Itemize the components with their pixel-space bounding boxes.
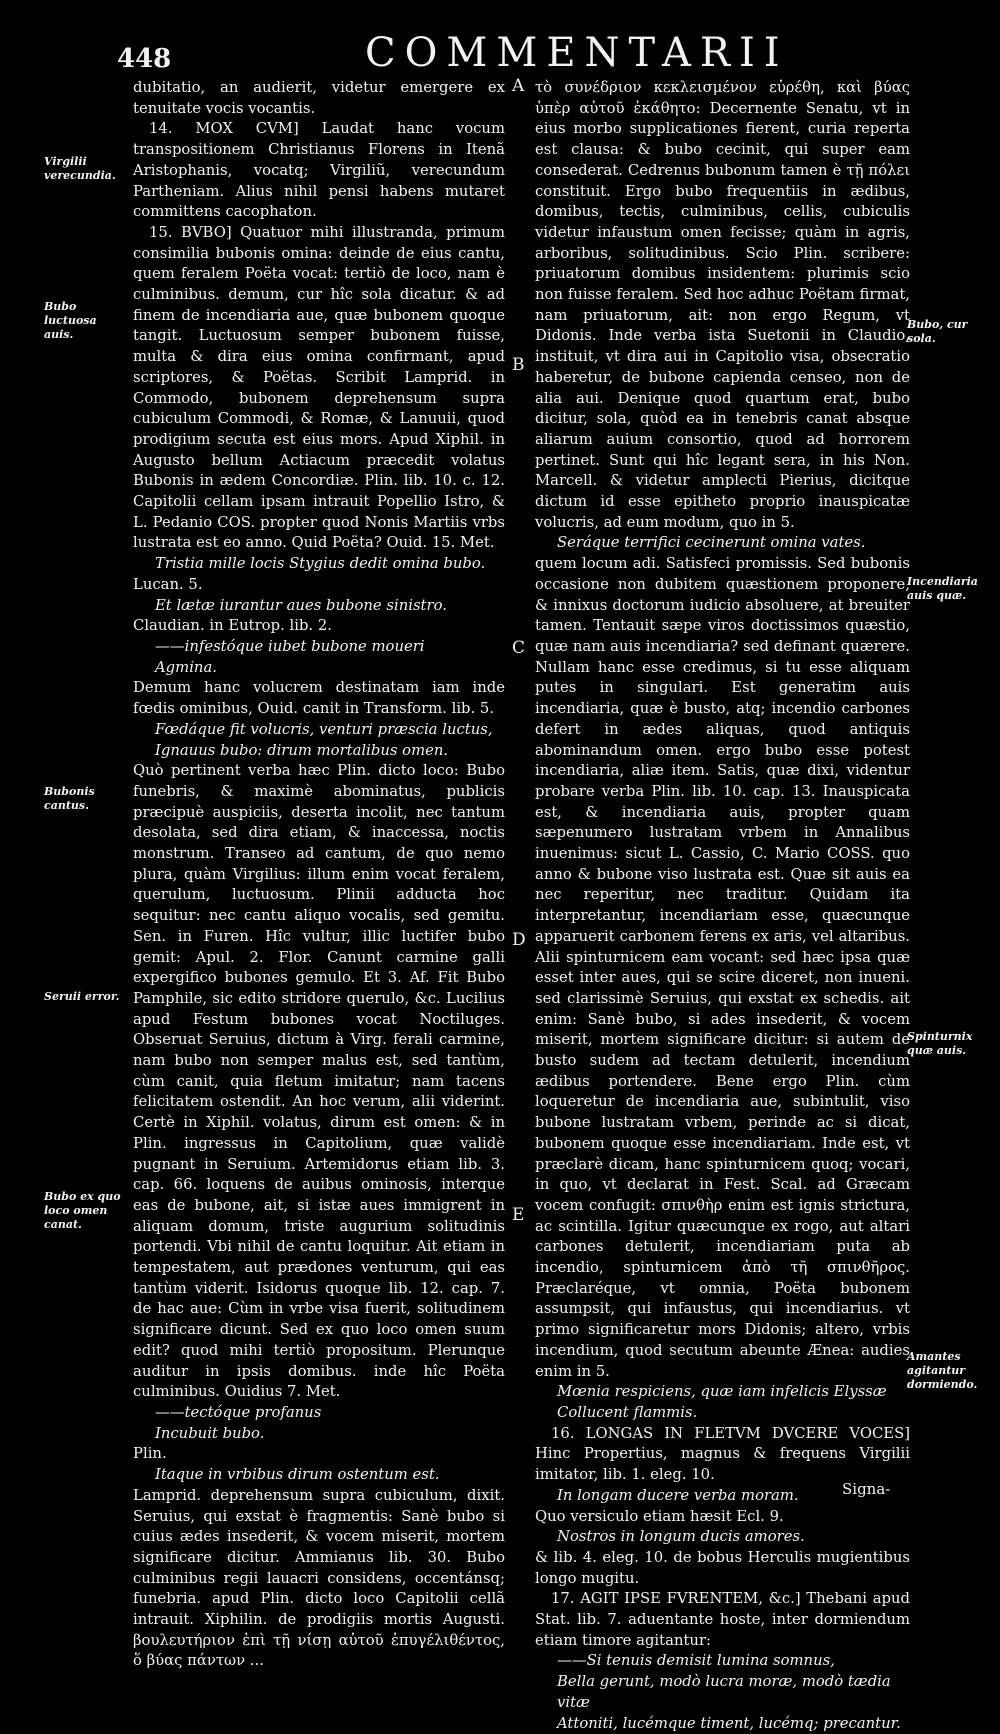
margin-note: Bubo ex quo loco omen canat. bbox=[44, 1190, 121, 1231]
paragraph: 17. AGIT IPSE FVRENTEM, &c.] Thebani apud Stat. lib. 7. aduentante hoste, inter dormiendum etiam timore agitantur: bbox=[535, 1590, 910, 1649]
margin-note: Incendiaria auis quæ. bbox=[907, 575, 978, 602]
verse-line: Collucent flammis. bbox=[557, 1404, 698, 1421]
margin-note: Amantes agitantur dormiendo. bbox=[907, 1350, 978, 1391]
paragraph: 15. BVBO] Quatuor mihi illustranda, primum consimilia bubonis omina: deinde de eius cantu, quem feralem Poëta vocat: tertiò de loco, nam è culminibus. demum, cur hîc sola dicatur. & ad finem de incendiaria aue, quæ bubonem quoque tangit. Luctuosum semper bubonem fuisse, multa & dira eius omina confirmant, apud scriptores, & Poëtas. Scribit Lamprid. in Commodo, bubonem deprehensum supra cubiculum Commodi, & Romæ, & Lanuuii, quod prodigium secuta est eius mors. Apud Xiphil. in Augusto bellum Actiacum præcedit volatus Bubonis in ædem Concordiæ. Plin. lib. 10. c. 12. Capitolii cellam ipsam intrauit Popellio Istro, & L. Pedanio COS. propter quod Nonis Martiis vrbs lustrata est eo anno. Quid Poëta? Ouid. 15. Met. bbox=[133, 223, 505, 552]
paragraph: 16. LONGAS IN FLETVM DVCERE VOCES] Hinc Propertius, magnus & frequens Virgilii imitator, lib. 1. eleg. 10. bbox=[535, 1424, 910, 1484]
verse-line: Tristia mille locis Stygius dedit omina bubo. bbox=[155, 555, 486, 573]
paragraph: τὸ συνέδριον κεκλεισμένον εὑρέθη, καὶ βύας ὑπὲρ αὐτοῦ ἐκάθητο: Decernente Senatu, vt in eius morbo supplicationes fierent, curia reperta est clausa: & bubo cecinit, qui super eam consederat. Cedrenus bubonum tamen è τῇ πόλει constituit. Ergo bubo frequentiis in ædibus, domibus, tectis, culminibus, cellis, cubiculis videtur infaustum omen fecisse; quàm in agris, arboribus, solitudinibus. Scio Plin. scribere: priuatorum domibus insidentem: plurimis scio non fuisse feralem. Sed hoc adhuc Poëtam firmat, nam priuatorum, ait: non ergo Regum, vt Didonis. Inde verba ista Suetonii in Claudio, instituit, vt dira aui in Capitolio visa, obsecratio haberetur, de bubone capienda censeo, non de alia aui. Denique quod quartum erat, bubo dicitur, sola, quòd ea in tenebris canat absque aliarum auium consortio, quod ad horrorem pertinet. Sunt qui hîc legant sera, in his Non. Marcell. & videtur amplecti Pierius, dicitque dictum id esse epitheto proprio inauspicatæ volucris, ad eum modum, quo in 5. bbox=[535, 79, 910, 531]
margin-note: Virgilii verecundia. bbox=[44, 155, 116, 182]
verse-line: Itaque in vrbibus dirum ostentum est. bbox=[155, 1466, 440, 1484]
paragraph: Lamprid. deprehensum supra cubiculum, dixit. Seruius, qui exstat è fragmentis: Sanè bubo si cuius ædes insederit, & vocem miserit, mortem significare dicitur. Ammianus lib. 30. Bubo culminibus regii lauacri considens, occentánsq; funebria. apud Plin. dicto loco Capitolii cellã intrauit. Xiphilin. de prodigiis mortis Augusti. βουλευτήριον ἐπὶ τῇ νίσῃ αὐτοῦ ἐπυγέλιθέντος, ὅ βύας πάντων ... bbox=[133, 1486, 505, 1670]
section-letter: B bbox=[512, 355, 525, 375]
margin-note: Bubo, cur sola. bbox=[907, 318, 968, 345]
catchword: Signa- bbox=[842, 1480, 891, 1498]
paragraph: dubitatio, an audierit, videtur emergere ex tenuitate vocis vocantis. bbox=[133, 79, 505, 117]
section-letter: C bbox=[512, 638, 526, 658]
verse-line: Bella gerunt, modò lucra moræ, modò tædia vitæ bbox=[557, 1673, 891, 1711]
paragraph: & lib. 4. eleg. 10. de bobus Herculis mugientibus longo mugitu. bbox=[535, 1548, 910, 1587]
paragraph: Quo versiculo etiam hæsit Ecl. 9. bbox=[535, 1507, 784, 1525]
verse-line: Attoniti, lucémque timent, lucémq; precantur. bbox=[557, 1714, 901, 1732]
paragraph: Demum hanc volucrem destinatam iam inde fœdis ominibus, Ouid. canit in Transform. lib. 5. bbox=[133, 679, 505, 718]
page-number: 448 bbox=[117, 44, 172, 74]
verse-line: Agmina. bbox=[155, 658, 217, 676]
running-title: COMMENTARII bbox=[365, 30, 789, 76]
left-column bbox=[133, 78, 505, 1672]
paragraph: 14. MOX CVM] Laudat hanc vocum transpositionem Christianus Florens in Itenã Aristophanis, vocatq; Virgiliũ, verecundum Partheniam. Alius nihil pensi habens mutaret committens cacophaton. bbox=[133, 120, 505, 221]
verse-line: ——Si tenuis demisit lumina somnus, bbox=[557, 1652, 835, 1670]
paragraph: Claudian. in Eutrop. lib. 2. bbox=[133, 617, 332, 635]
paragraph: quem locum adi. Satisfeci promissis. Sed bubonis occasione non dubitem quæstionem proponere, & innixus doctorum iudicio absoluere, at breuiter tamen. Tentauit sæpe viros doctissimos quæstio, quæ nam auis incendiaria? sed definant quærere. Nullam hanc esse credimus, si tu esse aliquam putes in singulari. Est generatim auis incendiaria, quæ è busto, atq; incendio carbones defert in ædes aliquas, quod antiquis abominandum omen. ergo bubo esse potest incendiaria, aliæ item. Satis, quæ dixi, videntur probare verba Plin. lib. 10. cap. 13. Inauspicata est, & incendiaria auis, propter quam sæpenumero lustratam vrbem in Annalibus inuenimus: sicut L. Cassio, C. Mario COSS. quo anno & bubone viso lustrata est. Quæ sit auis ea nec reperitur, nec traditur. Quidam ita interpretantur, incendiariam esse, quæcunque apparuerit carbonem ferens ex aris, vel altaribus. Alii spinturnicem eam vocant: sed hæc ipsa quæ esset inter aues, qui se scire diceret, non inueni. sed clarissimè Seruius, qui exstat ex schedis. ait enim: Sanè bubo, si ades insederit, & vocem miserit, mortem significare dicitur: si autem de busto sudem ad tectam detulerit, incendium ædibus portendere. Bene ergo Plin. cùm loqueretur de incendiaria aue, subintulit, viso bubone lustratam vrbem, perinde ac si dicat, bubonem quoque esse incendiariam. Inde est, vt præclarè dicam, hanc spinturnicem quoq; vocari, in quo, vt declarat in Fest. Scal. ad Græcam vocem confugit: σπινθὴρ enim est ignis strictura, ac scintilla. Igitur quæcunque ex rogo, aut altari carbones detulerit, incendiariam puta ab incendio, spinturnicem ἀπὸ τῆ σπινθῆρος. Præclaréque, vt omnia, Poëta bubonem assumpsit, qui infaustus, qui incendiarius. vt primo significaretur mors Didonis; altero, vrbis incendium, quod secutum abeunte Ænea: audies enim in 5. bbox=[535, 555, 910, 1380]
verse-line: Incubuit bubo. bbox=[155, 1424, 265, 1442]
verse-line: Mœnia respiciens, quæ iam infelicis Elyssæ bbox=[557, 1383, 887, 1401]
verse-line: Nostros in longum ducis amores. bbox=[557, 1528, 805, 1546]
verse-line: Seráque terrifici cecinerunt omina vates. bbox=[557, 534, 866, 552]
verse-line: Et lætæ iurantur aues bubone sinistro. bbox=[155, 596, 447, 614]
verse-line: Fœdáque fit volucris, venturi præscia luctus, bbox=[155, 720, 493, 738]
margin-note: Bubo luctuosa auis. bbox=[44, 300, 97, 341]
verse-line: ——infestóque iubet bubone moueri bbox=[155, 637, 425, 655]
paragraph: Quò pertinent verba hæc Plin. dicto loco: Bubo funebris, & maximè abominatus, publicis præcipuè auspiciis, deserta incolit, nec tantum desolata, sed dira etiam, & inaccessa, noctis monstrum. Transeo ad cantum, de quo nemo plura, quàm Virgilius: illum enim vocat feralem, querulum, luctuosum. Plinii adducta hoc sequitur: nec cantu aliquo vocalis, sed gemitu. Sen. in Furen. Hîc vultur, illic luctifer bubo gemit: Apul. 2. Flor. Canunt carmine galli expergifico bubones gemulo. Et 3. Af. Fit Bubo Pamphile, sic edito stridore querulo, &c. Lucilius apud Festum bubones vocat Noctiluges. Obseruat Seruius, dictum à Virg. ferali carmine, nam bubo non semper malus est, sed tantùm, cùm canit, quia fletum imitatur; nam tacens felicitatem ostendit. An hoc verum, alii viderint. Certè in Xiphil. volatus, dirum est omen: & in Plin. ingressus in Capitolium, quæ validè pugnant in Seruium. Artemidorus etiam lib. 3. cap. 66. loquens de auibus ominosis, interque eas de bubone, ait, si istæ aues immigrent in aliquam domum, triste augurium solitudinis portendi. Vbi nihil de cantu loquitur. Ait etiam in tempestatem, aut prædones venturum, qui eas tantùm viderit. Isidorus quoque lib. 12. cap. 7. de hac aue: Cùm in vrbe visa fuerit, solitudinem significare dicunt. Sed ex quo loco omen suum edit? quod mihi tertiò propositum. Plerunque auditur in ipsis domibus. inde hîc Poëta culminibus. Ouidius 7. Met. bbox=[133, 762, 505, 1401]
section-letter: A bbox=[512, 76, 525, 96]
paragraph: Plin. bbox=[133, 1445, 167, 1463]
paragraph: Lucan. 5. bbox=[133, 575, 203, 593]
verse-line: Ignauus bubo: dirum mortalibus omen. bbox=[155, 741, 449, 759]
section-letter: D bbox=[512, 930, 526, 950]
margin-note: Seruii error. bbox=[44, 990, 120, 1003]
verse-line: In longam ducere verba moram. bbox=[557, 1486, 799, 1504]
section-letter: E bbox=[512, 1205, 525, 1225]
page-header bbox=[0, 30, 1000, 80]
verse-line: ——tectóque profanus bbox=[155, 1404, 322, 1421]
margin-note: Bubonis cantus. bbox=[44, 785, 95, 812]
margin-note: Spinturnix quæ auis. bbox=[907, 1030, 973, 1057]
